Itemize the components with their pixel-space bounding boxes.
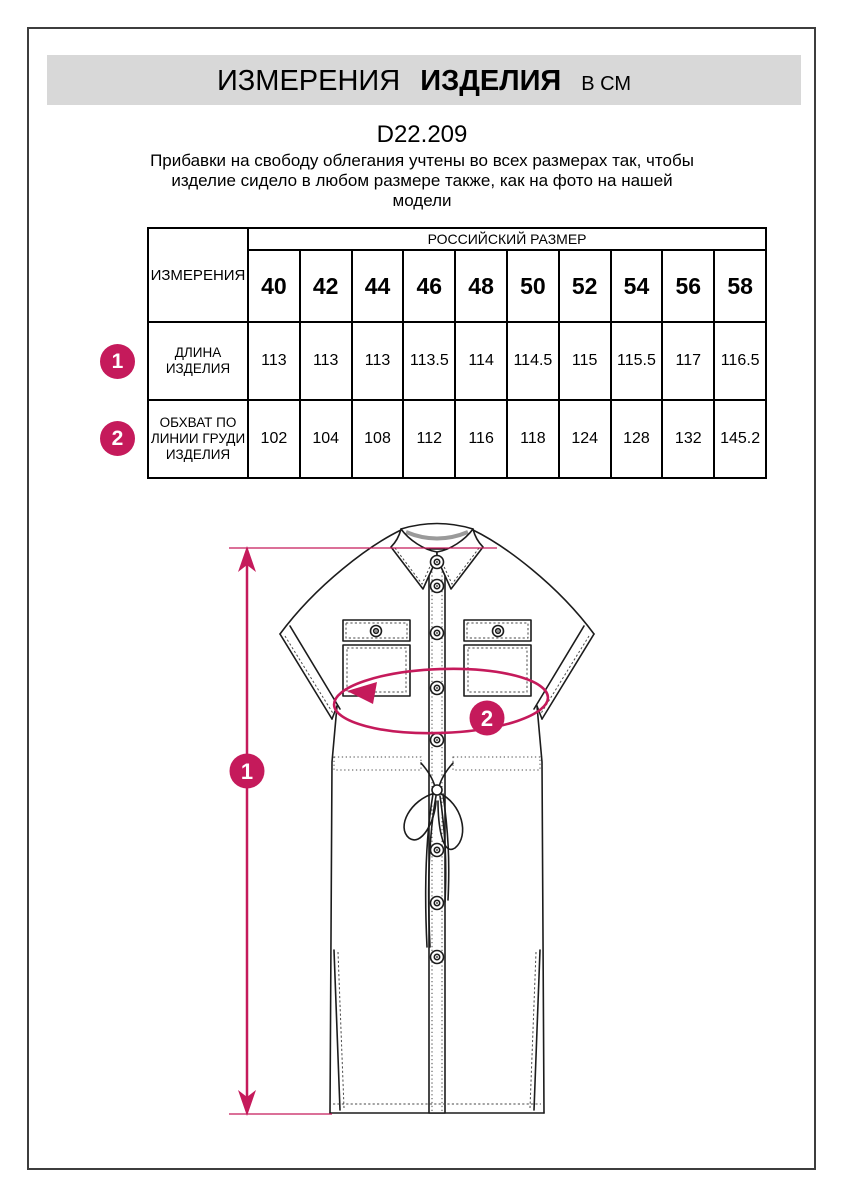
size-col-header: 58 bbox=[714, 250, 766, 322]
chest-value: 102 bbox=[248, 400, 300, 478]
model-code: D22.209 bbox=[376, 121, 468, 148]
row-label-length: ДЛИНА ИЗДЕЛИЯ bbox=[148, 322, 248, 400]
length-value: 117 bbox=[662, 322, 714, 400]
table-row-length bbox=[148, 322, 766, 400]
size-col-header: 42 bbox=[300, 250, 352, 322]
chest-pocket-right bbox=[464, 620, 531, 696]
chest-value: 132 bbox=[662, 400, 714, 478]
length-marker-number: 1 bbox=[240, 759, 254, 784]
fit-note bbox=[27, 151, 817, 211]
row-marker-2-badge: 2 bbox=[100, 421, 135, 456]
title-product: ИЗДЕЛИЯ bbox=[420, 65, 562, 97]
size-col-header: 54 bbox=[611, 250, 663, 322]
chest-value: 104 bbox=[300, 400, 352, 478]
table-row-chest bbox=[148, 400, 766, 478]
length-value: 113 bbox=[248, 322, 300, 400]
size-col-header: 44 bbox=[352, 250, 404, 322]
chest-value: 108 bbox=[352, 400, 404, 478]
measurements-column-header: ИЗМЕРЕНИЯ bbox=[148, 228, 248, 322]
dress-technical-sketch bbox=[180, 520, 650, 1120]
size-table bbox=[147, 227, 767, 479]
length-value: 114.5 bbox=[507, 322, 559, 400]
back-neck-shading bbox=[406, 532, 468, 539]
size-col-header: 56 bbox=[662, 250, 714, 322]
chest-value: 128 bbox=[611, 400, 663, 478]
row-marker-1-badge: 1 bbox=[100, 344, 135, 379]
size-col-header: 40 bbox=[248, 250, 300, 322]
title-bar bbox=[47, 55, 801, 105]
fit-note-line: изделие сидело в любом размере также, как на фото на нашей bbox=[171, 171, 673, 190]
length-value: 113 bbox=[300, 322, 352, 400]
size-col-header: 50 bbox=[507, 250, 559, 322]
length-value: 114 bbox=[455, 322, 507, 400]
chest-value: 112 bbox=[403, 400, 455, 478]
size-col-header: 48 bbox=[455, 250, 507, 322]
length-value: 116.5 bbox=[714, 322, 766, 400]
length-value: 113.5 bbox=[403, 322, 455, 400]
collar-top-edge bbox=[401, 524, 473, 530]
chest-value: 116 bbox=[455, 400, 507, 478]
length-value: 115 bbox=[559, 322, 611, 400]
title-unit: В СМ bbox=[581, 73, 632, 95]
size-col-header: 52 bbox=[559, 250, 611, 322]
chest-value: 145.2 bbox=[714, 400, 766, 478]
length-value: 115.5 bbox=[611, 322, 663, 400]
chest-value: 118 bbox=[507, 400, 559, 478]
title-measurements: ИЗМЕРЕНИЯ bbox=[216, 65, 401, 97]
fit-note-line: Прибавки на свободу облегания учтены во всех размерах так, чтобы bbox=[150, 151, 694, 170]
size-col-header: 46 bbox=[403, 250, 455, 322]
row-label-chest: ОБХВАТ ПО ЛИНИИ ГРУДИ ИЗДЕЛИЯ bbox=[148, 400, 248, 478]
chest-value: 124 bbox=[559, 400, 611, 478]
fit-note-line: модели bbox=[392, 191, 452, 210]
length-value: 113 bbox=[352, 322, 404, 400]
chest-marker-number: 2 bbox=[480, 706, 494, 731]
russian-size-header: РОССИЙСКИЙ РАЗМЕР bbox=[248, 228, 766, 250]
